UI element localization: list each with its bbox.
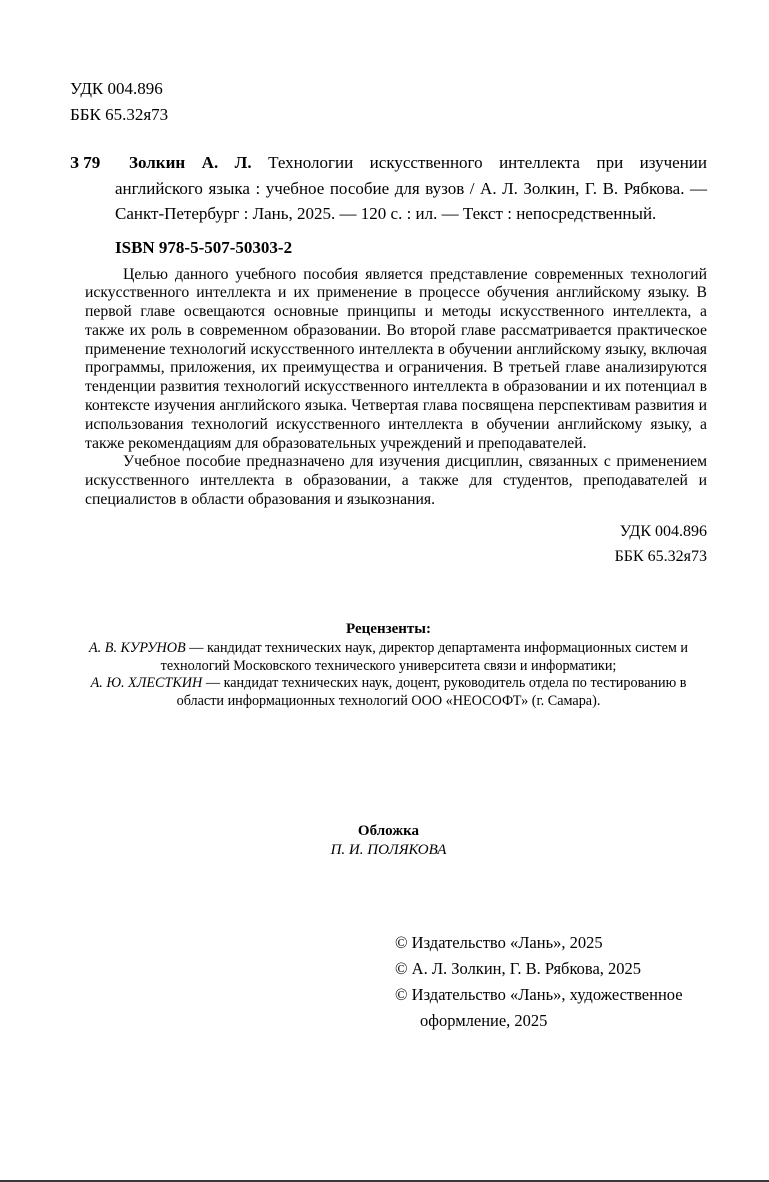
reviewer-name: А. Ю. ХЛЕСТКИН <box>90 675 203 692</box>
cover-designer-name: П. И. ПОЛЯКОВА <box>330 842 447 859</box>
reviewer-credentials: — кандидат технических наук, доцент, руководитель отдела по тестированию в области информационных технологий ООО «НЕОСОФТ» (г. Самара). <box>176 675 687 709</box>
copyright-line: © Издательство «Лань», художественное оформление, 2025 <box>395 985 683 1031</box>
catalog-entry <box>70 150 707 227</box>
udk-code-top: УДК 004.896 <box>70 79 163 98</box>
catalog-author-sign: З 79 <box>70 153 101 172</box>
annotation-paragraph-2: Учебное пособие предназначено для изучения дисциплин, связанных с применением искусственного интеллекта в образовании, а также для студентов, преподавателей и специалистов в области образования и языкознания. <box>85 453 707 509</box>
reviewer-entry <box>72 640 705 675</box>
top-classification-codes <box>70 76 707 128</box>
annotation-block <box>85 266 707 510</box>
annotation-paragraph-1: Целью данного учебного пособия является представление современных технологий искусственного интеллекта и их применение в процессе обучения английскому языку. В первой главе освещаются основные принципы и методы искусственного интеллекта, а также их роль в современном образовании. Во второй главе рассматривается практическое применение технологий искусственного интеллекта в обучении английскому языку, включая программы, приложения, их преимущества и ограничения. В третьей главе анализируются тенденции развития технологий искусственного интеллекта в образовании и их потенциал в контексте изучения английского языка. Четвертая глава посвящена перспективам развития и использования технологий искусственного интеллекта в обучении английскому языку, а также рекомендациям для образовательных учреждений и преподавателей. <box>85 265 707 452</box>
catalog-author-name: Золкин А. Л. <box>129 153 252 172</box>
copyright-block <box>395 930 695 1034</box>
cover-credit-section <box>70 822 707 860</box>
reviewer-credentials: — кандидат технических наук, директор департамента информационных систем и технологий Московского технического университета связи и информатики; <box>160 640 688 674</box>
bottom-classification-codes <box>70 519 707 569</box>
catalog-bibliographic-text: Технологии искусственного интеллекта при изучении английского языка : учебное пособие для вузов / А. Л. Золкин, Г. В. Рябкова. — Санкт-Петербург : Лань, 2025. — 120 с. : ил. — Текст : непосредственный. <box>115 153 708 223</box>
bbk-code-bottom: ББК 65.32я73 <box>614 547 707 565</box>
isbn-number: ISBN 978-5-507-50303-2 <box>115 237 293 257</box>
bbk-code-top: ББК 65.32я73 <box>70 105 169 124</box>
copyright-line: © Издательство «Лань», 2025 <box>395 933 603 953</box>
catalog-description <box>115 150 707 227</box>
reviewers-heading: Рецензенты: <box>346 620 431 637</box>
reviewers-section <box>70 621 707 711</box>
copyright-line: © А. Л. Золкин, Г. В. Рябкова, 2025 <box>395 959 642 979</box>
udk-code-bottom: УДК 004.896 <box>619 522 707 540</box>
reviewer-entry <box>72 675 705 710</box>
reviewer-name: А. В. КУРУНОВ <box>89 640 186 657</box>
cover-heading: Обложка <box>357 823 420 840</box>
